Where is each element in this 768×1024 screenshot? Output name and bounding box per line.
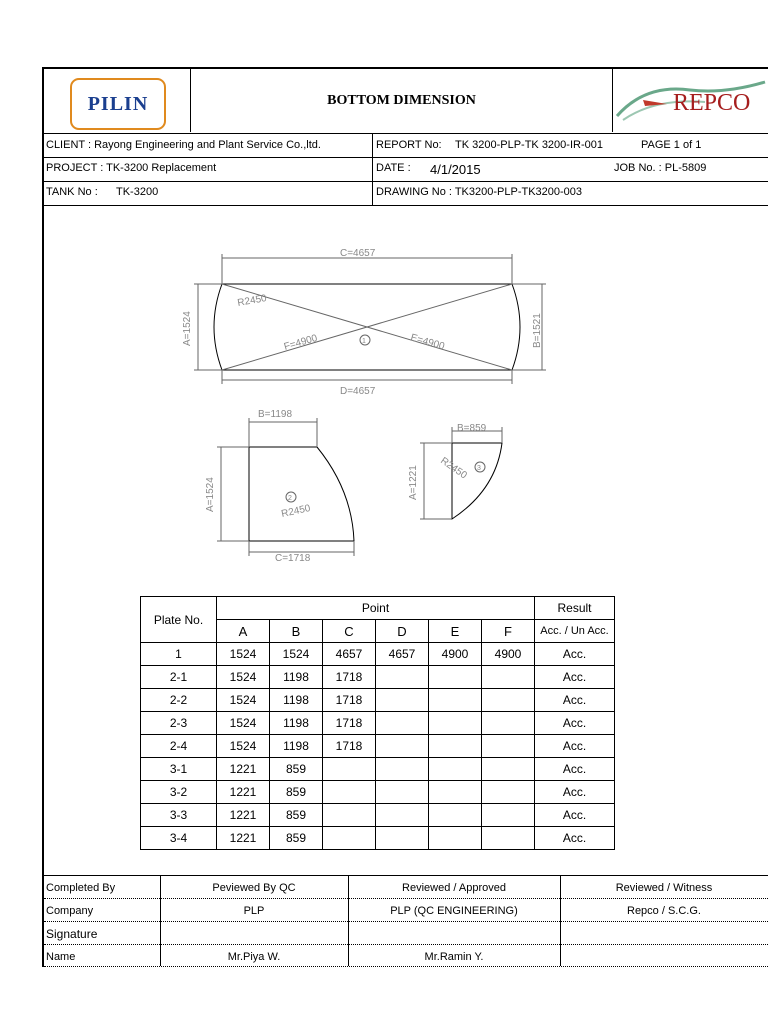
table-cell: 859 — [270, 804, 323, 827]
table-cell: 1524 — [217, 712, 270, 735]
signature-label: Signature — [46, 927, 98, 941]
table-cell: 4900 — [429, 643, 482, 666]
table-cell: 3-1 — [141, 758, 217, 781]
table-row — [141, 804, 615, 827]
footer-row-line — [44, 944, 768, 945]
table-cell: 1198 — [270, 666, 323, 689]
table-cell: 1718 — [323, 712, 376, 735]
plate-2-dim-a: A=1524 — [205, 477, 216, 512]
plate-2-number: 2 — [288, 495, 292, 502]
table-row — [141, 666, 615, 689]
tank-number: TK-3200 — [116, 186, 159, 198]
col-header-d: D — [376, 620, 429, 643]
repco-logo-text: REPCO — [673, 90, 751, 116]
table-cell — [376, 781, 429, 804]
table-cell: 1718 — [323, 735, 376, 758]
table-row — [141, 712, 615, 735]
table-cell: Acc. — [535, 735, 615, 758]
footer-row-line — [44, 898, 768, 899]
result-subheader: Acc. / Un Acc. — [535, 620, 615, 643]
table-cell: 1524 — [217, 689, 270, 712]
plate-3-dim-b: B=859 — [457, 423, 487, 434]
table-cell: Acc. — [535, 643, 615, 666]
reviewed-approved-label: Reviewed / Approved — [402, 882, 506, 894]
dim-e-label: E=4900 — [409, 332, 446, 353]
table-cell: 3-3 — [141, 804, 217, 827]
table-cell — [429, 712, 482, 735]
table-cell — [323, 804, 376, 827]
table-cell: Acc. — [535, 804, 615, 827]
reviewed-witness-label: Reviewed / Witness — [615, 882, 713, 894]
table-cell — [323, 781, 376, 804]
date-label: DATE : — [376, 162, 411, 174]
plate-2-drawing — [217, 418, 354, 556]
table-cell — [323, 758, 376, 781]
name-ramin: Mr.Ramin Y. — [424, 951, 484, 963]
col-header-a: A — [217, 620, 270, 643]
dim-f-label: F=4900 — [282, 332, 319, 353]
name-label: Name — [46, 951, 76, 963]
col-header-c: C — [323, 620, 376, 643]
dim-d-label: D=4657 — [340, 386, 376, 397]
dim-a-label: A=1524 — [182, 311, 193, 346]
table-cell — [482, 712, 535, 735]
table-cell — [429, 666, 482, 689]
plate-no-header: Plate No. — [141, 597, 217, 643]
footer-row-line — [44, 921, 768, 922]
table-cell: 1524 — [270, 643, 323, 666]
table-cell — [482, 804, 535, 827]
date-value: 4/1/2015 — [430, 162, 481, 177]
table-cell — [376, 689, 429, 712]
table-cell: Acc. — [535, 689, 615, 712]
table-cell — [429, 689, 482, 712]
table-cell: 1524 — [217, 666, 270, 689]
plate-1-number: 1 — [362, 338, 366, 345]
plate-1-drawing — [194, 254, 546, 384]
table-cell: 2-1 — [141, 666, 217, 689]
table-cell — [376, 666, 429, 689]
table-cell: 2-2 — [141, 689, 217, 712]
plate-3-radius: R2450 — [438, 455, 469, 482]
job-number: JOB No. : PL-5809 — [614, 162, 707, 174]
table-cell — [482, 827, 535, 850]
tank-label: TANK No : — [46, 186, 98, 198]
table-cell — [429, 804, 482, 827]
company-plp-qc: PLP (QC ENGINEERING) — [390, 905, 518, 917]
table-cell: 859 — [270, 827, 323, 850]
table-cell: 859 — [270, 758, 323, 781]
table-cell — [482, 689, 535, 712]
report-number: TK 3200-PLP-TK 3200-IR-001 — [455, 139, 603, 151]
table-row — [141, 781, 615, 804]
table-cell — [376, 804, 429, 827]
table-cell: 3-2 — [141, 781, 217, 804]
table-row — [141, 689, 615, 712]
table-cell — [376, 735, 429, 758]
table-cell — [482, 758, 535, 781]
table-cell: 1198 — [270, 735, 323, 758]
report-label: REPORT No: — [376, 139, 442, 151]
table-cell — [429, 735, 482, 758]
table-cell: 1524 — [217, 643, 270, 666]
pilin-logo-text: PILIN — [87, 92, 149, 115]
drawing-number: DRAWING No : TK3200-PLP-TK3200-003 — [376, 186, 583, 198]
table-cell — [376, 758, 429, 781]
table-cell: Acc. — [535, 827, 615, 850]
radius-label: R2450 — [236, 293, 268, 309]
col-header-b: B — [270, 620, 323, 643]
company-label: Company — [46, 905, 94, 917]
result-header: Result — [535, 597, 615, 620]
table-cell: 1718 — [323, 666, 376, 689]
table-cell: 4657 — [376, 643, 429, 666]
table-cell: 1 — [141, 643, 217, 666]
table-cell: Acc. — [535, 758, 615, 781]
measurement-rows — [141, 643, 615, 850]
table-cell — [482, 781, 535, 804]
plate-2-dim-b: B=1198 — [258, 409, 293, 420]
col-header-e: E — [429, 620, 482, 643]
table-cell: Acc. — [535, 781, 615, 804]
name-piya: Mr.Piya W. — [227, 951, 281, 963]
table-cell: 3-4 — [141, 827, 217, 850]
footer-row-line — [44, 966, 768, 967]
table-cell — [482, 666, 535, 689]
plate-3-number: 3 — [477, 465, 481, 472]
table-cell: 1198 — [270, 712, 323, 735]
table-cell — [376, 712, 429, 735]
table-cell — [429, 758, 482, 781]
client-text: CLIENT : Rayong Engineering and Plant Service Co.,ltd. — [46, 139, 321, 151]
completed-by-label: Completed By — [46, 882, 116, 894]
table-cell: Acc. — [535, 712, 615, 735]
table-row — [141, 827, 615, 850]
table-cell — [429, 827, 482, 850]
page-title: BOTTOM DIMENSION — [190, 69, 613, 132]
table-cell: 859 — [270, 781, 323, 804]
table-row — [141, 758, 615, 781]
point-header: Point — [217, 597, 535, 620]
table-row — [141, 735, 615, 758]
table-cell: 4900 — [482, 643, 535, 666]
table-row — [141, 643, 615, 666]
company-repco: Repco / S.C.G. — [627, 905, 701, 917]
dim-b-label: B=1521 — [532, 313, 543, 348]
plate-2-radius: R2450 — [280, 503, 312, 520]
table-cell: 1718 — [323, 689, 376, 712]
page-number: PAGE 1 of 1 — [641, 139, 702, 151]
table-cell — [323, 827, 376, 850]
reviewed-qc-label: Peviewed By QC — [212, 882, 296, 894]
table-cell: 1221 — [217, 827, 270, 850]
company-plp: PLP — [243, 905, 265, 917]
table-cell: 2-4 — [141, 735, 217, 758]
table-cell: 1198 — [270, 689, 323, 712]
dim-c-label: C=4657 — [340, 248, 376, 259]
table-cell: 1221 — [217, 781, 270, 804]
table-cell: Acc. — [535, 666, 615, 689]
table-cell: 1221 — [217, 758, 270, 781]
table-cell — [482, 735, 535, 758]
table-cell: 1524 — [217, 735, 270, 758]
table-cell: 4657 — [323, 643, 376, 666]
footer-top-line — [44, 875, 768, 876]
plate-2-dim-c: C=1718 — [275, 553, 311, 564]
measurement-table — [140, 596, 615, 850]
table-cell: 2-3 — [141, 712, 217, 735]
project-text: PROJECT : TK-3200 Replacement — [46, 162, 217, 174]
table-cell — [376, 827, 429, 850]
table-cell — [429, 781, 482, 804]
col-header-f: F — [482, 620, 535, 643]
plate-3-dim-a: A=1221 — [408, 465, 419, 500]
table-cell: 1221 — [217, 804, 270, 827]
